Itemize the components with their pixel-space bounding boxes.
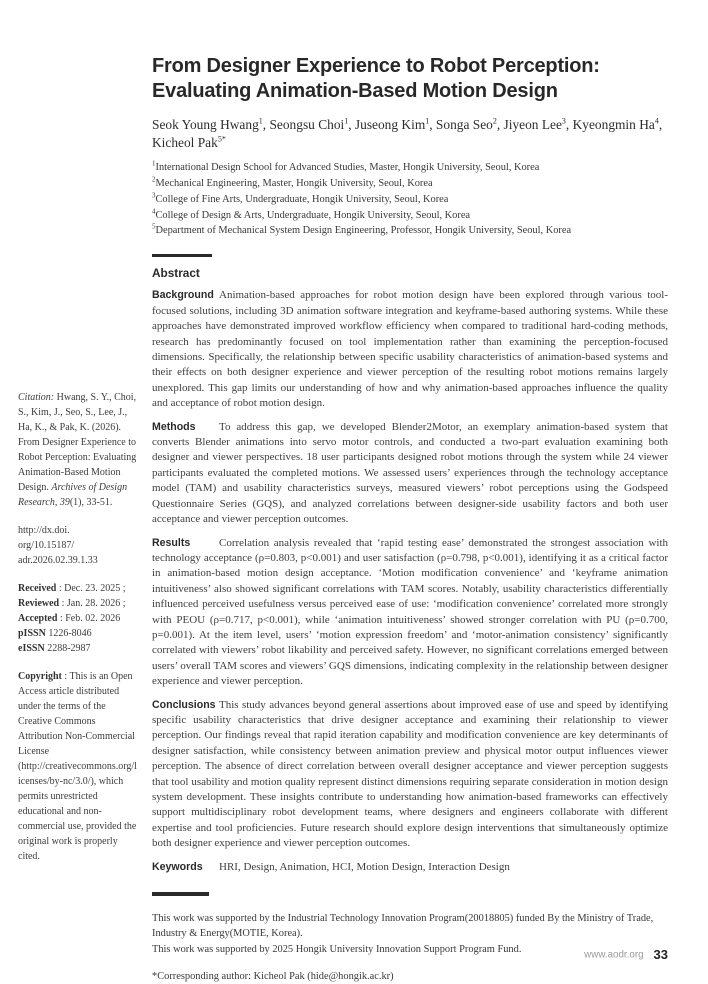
received-date: : Dec. 23. 2025 ; [56, 583, 126, 594]
author-superscript: 1 [425, 116, 430, 126]
abstract-divider-rule [152, 254, 212, 258]
doi-line: adr.2026.02.39.1.33 [18, 555, 98, 566]
citation-volume: 39 [59, 497, 70, 508]
copyright-text: : This is an Open Access article distributed under the terms of the Creative Commons Attribution Non-Commercial License (http://creativecommons.org/licenses/by-nc/3.0/), which permits unrestricted educational and non-commercial use, provided the original work is properly cited. [18, 671, 137, 862]
citation-sep: , [54, 497, 60, 508]
citation-journal: Archives of Design Research [18, 482, 128, 508]
section-text: Animation-based approaches for robot motion design have been explored through various tool-focused solutions, including 3D animation software integration and keyframe-based authoring systems. While these approaches have demonstrated improved workflow efficiency when compared to traditional hard-coding methods, research has predominantly focused on tool implementation rather than examining the perception-focused dimensions. Specifically, the relationship between specific usability characteristics of animation-based systems and their effects on both designer experience and viewer perception of the resulting robot motions remains largely unexplored. This gap limits our understanding of how and why animation-based approaches influence the quality and acceptance of robot motion design. [152, 289, 668, 410]
copyright-label: Copyright [18, 671, 62, 682]
author-name: Seok Young Hwang [152, 117, 259, 133]
section-text: Correlation analysis revealed that ‘rapid testing ease’ demonstrated the strongest association with technology acceptance (ρ=0.803, p<0.001) and user satisfaction (ρ=0.798, p<0.001), identifying it as a critical factor in animation-based motion design acceptance. ‘Motion modification convenience’ and ‘keyframe animation intuitiveness’ also showed significant correlations with TAM scores. Notably, usability characteristics differentially influenced perceived usefulness versus perceived ease of use: ‘modification convenience’ correlated more strongly with PEOU (ρ=0.717, p<0.001), while ‘animation intuitiveness’ showed stronger correlation with PU (ρ=0.700, p=0.001). At the item level, users’ ‘motion expression freedom’ and ‘motor-animation consistency’ significantly correlated with viewers’ robot likability and perceived safety. However, no significant correlations emerged between users’ overall TAM scores and viewers’ GQS dimensions, indicating complexity in the relationship between designer experience and viewer perception. [152, 536, 668, 688]
section-label-methods: Methods [152, 420, 196, 433]
affiliation-superscript: 4 [152, 207, 156, 216]
affiliation-text: Department of Mechanical System Design Engineering, Professor, Hongik University, Seoul, Korea [155, 225, 572, 237]
eissn-label: eISSN [18, 643, 45, 654]
author-name: , Juseong Kim [348, 117, 426, 133]
pissn-label: pISSN [18, 628, 46, 639]
section-text: To address this gap, we developed Blender2Motor, an exemplary animation-based system that converts Blender animations into servo motor controls, and conducted a two-part evaluation examining both designer and viewer perspectives. 18 user participants designed robot motions through the system while 24 viewer participants evaluated the completed motions. We assessed users’ experiences through the technology acceptance model (TAM) and usability characteristics surveys, measured viewers’ robot perceptions using the Godspeed Questionnaire Series (GQS), and analyzed correlations between designer-side usability factors and both user acceptance and viewer perception outcomes. [152, 420, 668, 526]
history-dates [18, 583, 126, 624]
author-superscript: 3 [561, 116, 566, 126]
pissn-value: 1226-8046 [45, 628, 92, 639]
affiliation-superscript: 1 [152, 159, 156, 168]
affiliation-text: International Design School for Advanced Studies, Master, Hongik University, Seoul, Korea [155, 162, 540, 174]
page-number: 33 [653, 947, 668, 963]
journal-website-link[interactable]: www.aodr.org [584, 949, 644, 961]
keywords-paragraph [152, 860, 668, 875]
citation-label: Citation: [18, 392, 55, 403]
reviewed-date: : Jan. 28. 2026 ; [59, 598, 126, 609]
eissn [18, 641, 139, 656]
doi-line: http://dx.doi. [18, 525, 70, 536]
section-text: This study advances beyond general assertions about improved ease of use and speed by identifying specific usability characteristics that drive designer acceptance and examining their relationship to viewer perception. Our findings reveal that rapid iteration capability and modification convenience are key determinants of designer satisfaction, while consistency between animation preview and physical motor output influences viewer perception. The absence of direct correlation between overall designer acceptance and viewer perception suggests that tool usability and motion quality represent distinct dimensions requiring separate consideration in motion design system development. These insights contribute to understanding how animation-based frameworks can effectively support multidisciplinary robot development teams, where designers and engineers collaborate with different expertise and tool proficiencies. Future research should explore design interventions that simultaneously optimize both designer experience and viewer perception outcomes. [152, 698, 668, 850]
section-label-background: Background [152, 289, 214, 302]
copyright-block [18, 669, 139, 864]
author-superscript: 4 [654, 116, 659, 126]
metadata-sidebar [18, 390, 139, 877]
abstract-heading: Abstract [152, 266, 200, 281]
affiliation-superscript: 2 [152, 175, 156, 184]
abstract-methods-paragraph [152, 420, 668, 528]
citation-block [18, 390, 139, 510]
received-label: Received [18, 583, 57, 594]
author-superscript: 1 [258, 116, 263, 126]
paper-title-line1: From Designer Experience to Robot Perception: [152, 55, 600, 77]
author-superscript: 1 [344, 116, 349, 126]
affiliation-line [152, 160, 668, 176]
author-name: , Songa Seo [429, 117, 493, 133]
affiliation-superscript: 5 [152, 222, 156, 231]
affiliation-text: College of Fine Arts, Undergraduate, Hongik University, Seoul, Korea [155, 193, 449, 205]
corresponding-author-note: *Corresponding author: Kicheol Pak (hide@hongik.ac.kr) [152, 971, 394, 983]
footnote-divider-rule [152, 892, 209, 896]
citation-issue-pages: (1), 33-51. [69, 497, 113, 508]
funding-note-2: This work was supported by 2025 Hongik University Innovation Support Program Fund. [152, 943, 522, 955]
paper-title [152, 54, 668, 103]
doi-line: org/10.15187/ [18, 540, 75, 551]
section-label-keywords: Keywords [152, 860, 203, 873]
abstract-results-paragraph [152, 536, 668, 690]
funding-note-1: This work was supported by the Industrial Technology Innovation Program(20018805) funded By the Ministry of Trade, Industry & Energy(MOTIE, Korea). [152, 912, 654, 940]
citation-text: Hwang, S. Y., Choi, S., Kim, J., Seo, S., Lee, J., Ha, K., & Pak, K. (2026). From Designer Experience to Robot Perception: Evaluating Animation-Based Motion Design. [18, 392, 137, 493]
accepted-label: Accepted [18, 613, 58, 624]
keywords-text: HRI, Design, Animation, HCI, Motion Design, Interaction Design [219, 860, 510, 873]
accepted-date: : Feb. 02. 2026 [57, 613, 121, 624]
reviewed-label: Reviewed [18, 598, 60, 609]
author-name: , Kyeongmin Ha [565, 117, 655, 133]
author-name: , Jiyeon Lee [496, 117, 562, 133]
author-superscript: 5* [217, 134, 226, 144]
paper-title-line2: Evaluating Animation-Based Motion Design [152, 79, 558, 102]
doi-link[interactable] [18, 523, 139, 568]
section-label-conclusions: Conclusions [152, 698, 216, 711]
author-superscript: 2 [492, 116, 497, 126]
page-footer [152, 946, 668, 964]
affiliation-line [152, 192, 668, 208]
affiliation-superscript: 3 [152, 191, 156, 200]
section-label-results: Results [152, 536, 191, 549]
affiliation-line [152, 176, 668, 192]
affiliation-line [152, 208, 668, 224]
author-list [152, 116, 668, 152]
affiliation-line [152, 223, 668, 239]
abstract-conclusions-paragraph [152, 698, 668, 852]
affiliation-list [152, 160, 668, 239]
article-main-column [152, 0, 668, 982]
affiliation-text: Mechanical Engineering, Master, Hongik University, Seoul, Korea [155, 178, 433, 190]
author-name: , Kicheol Pak [152, 117, 663, 151]
author-name: , Seongsu Choi [262, 117, 345, 133]
eissn-value: 2288-2987 [44, 643, 91, 654]
abstract-background-paragraph [152, 288, 668, 411]
affiliation-text: College of Design & Arts, Undergraduate, Hongik University, Seoul, Korea [155, 209, 471, 221]
dates-issn-block [18, 581, 139, 656]
pissn [18, 626, 139, 641]
